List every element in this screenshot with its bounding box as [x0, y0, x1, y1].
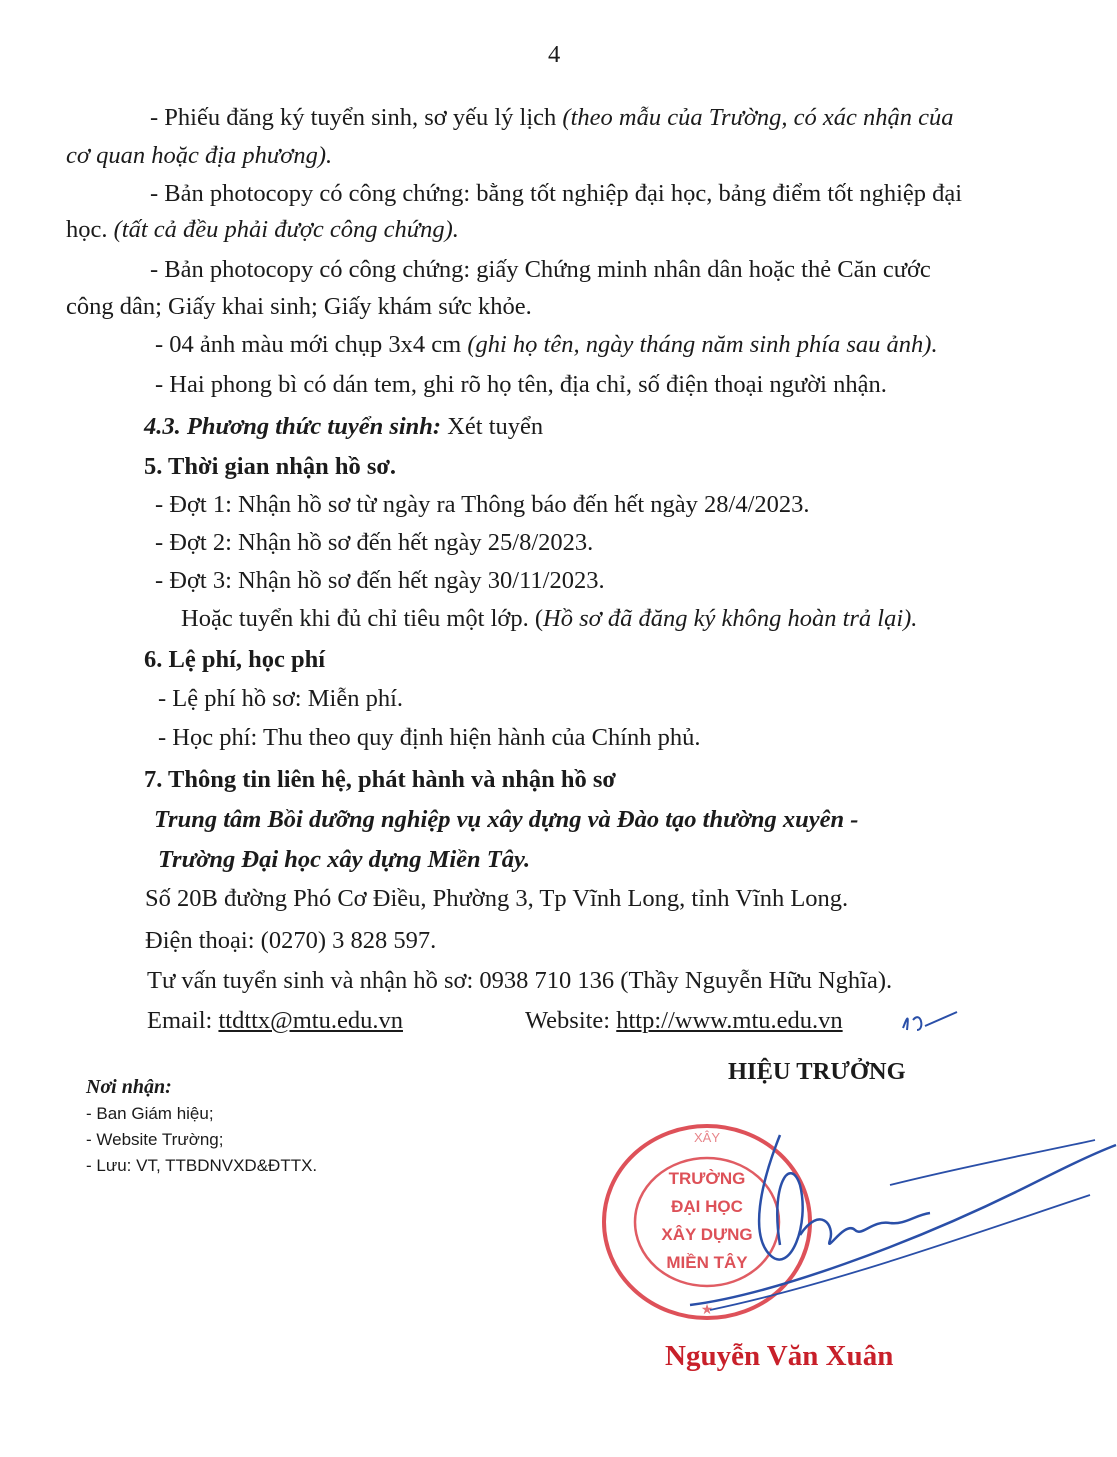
email-label: Email:: [147, 1007, 219, 1034]
initials-mark: [895, 1000, 965, 1040]
page-number: 4: [548, 41, 561, 68]
website-link[interactable]: http://www.mtu.edu.vn: [616, 1007, 843, 1034]
doc-item-1-italic: (theo mẫu của Trường, có xác nhận của: [562, 104, 954, 131]
doc-item-3: - Bản photocopy có công chứng: giấy Chứng minh nhân dân hoặc thẻ Căn cước: [150, 256, 931, 283]
email-line: [147, 1006, 403, 1036]
signer-name: Nguyễn Văn Xuân: [665, 1340, 894, 1372]
recipients-title: Nơi nhận:: [86, 1076, 172, 1098]
signature-title: HIỆU TRƯỞNG: [728, 1058, 906, 1085]
doc-item-4: [155, 330, 938, 360]
section-4-3-heading: 4.3. Phương thức tuyển sinh:: [144, 413, 442, 440]
recipient-item-2: - Website Trường;: [86, 1130, 224, 1149]
section-5-note: [181, 604, 917, 634]
doc-item-1-cont: cơ quan hoặc địa phương).: [66, 142, 333, 169]
email-link[interactable]: ttdttx@mtu.edu.vn: [218, 1007, 403, 1034]
section-5-item-3: - Đợt 3: Nhận hồ sơ đến hết ngày 30/11/2023.: [155, 567, 605, 594]
svg-text:MIỀN TÂY: MIỀN TÂY: [666, 1253, 748, 1272]
website-label: Website:: [525, 1007, 617, 1034]
doc-item-4-text: - 04 ảnh màu mới chụp 3x4 cm: [155, 331, 468, 358]
svg-text:★: ★: [700, 1301, 714, 1317]
section-7-heading: 7. Thông tin liên hệ, phát hành và nhận hồ sơ: [144, 766, 616, 793]
section-6-item-2: - Học phí: Thu theo quy định hiện hành của Chính phủ.: [158, 724, 701, 751]
org-line-1: Trung tâm Bồi dưỡng nghiệp vụ xây dựng và Đào tạo thường xuyên -: [154, 806, 859, 833]
section-5-note-text: Hoặc tuyển khi đủ chỉ tiêu một lớp. (: [181, 605, 544, 632]
section-5-item-1: - Đợt 1: Nhận hồ sơ từ ngày ra Thông báo đến hết ngày 28/4/2023.: [155, 491, 810, 518]
doc-item-1: [150, 103, 954, 133]
svg-text:ĐẠI HỌC: ĐẠI HỌC: [671, 1197, 743, 1216]
doc-item-2-cont-text: học.: [66, 216, 114, 243]
handwritten-signature: [650, 1125, 1117, 1330]
doc-item-3-cont: công dân; Giấy khai sinh; Giấy khám sức khỏe.: [66, 293, 532, 320]
doc-item-4-italic: (ghi họ tên, ngày tháng năm sinh phía sau ảnh).: [467, 331, 938, 358]
svg-text:TRƯỜNG: TRƯỜNG: [668, 1169, 746, 1188]
doc-item-2: - Bản photocopy có công chứng: bằng tốt nghiệp đại học, bảng điểm tốt nghiệp đại: [150, 180, 963, 207]
section-5-heading: 5. Thời gian nhận hồ sơ.: [144, 453, 397, 480]
org-line-2: Trường Đại học xây dựng Miền Tây.: [158, 846, 531, 873]
recipient-item-1: - Ban Giám hiệu;: [86, 1104, 214, 1123]
svg-text:XÂY: XÂY: [693, 1130, 721, 1145]
address: Số 20B đường Phó Cơ Điều, Phường 3, Tp Vĩnh Long, tỉnh Vĩnh Long.: [145, 885, 849, 912]
section-6-item-1: - Lệ phí hồ sơ: Miễn phí.: [158, 685, 403, 712]
section-4-3-value: Xét tuyển: [441, 413, 544, 440]
phone: Điện thoại: (0270) 3 828 597.: [145, 927, 437, 954]
doc-item-2-italic: (tất cả đều phải được công chứng).: [113, 216, 459, 243]
doc-item-5: - Hai phong bì có dán tem, ghi rõ họ tên, địa chỉ, số điện thoại người nhận.: [155, 371, 887, 398]
section-4-3: [144, 412, 543, 442]
recipient-item-3: - Lưu: VT, TTBDNVXD&ĐTTX.: [86, 1156, 318, 1175]
section-5-item-2: - Đợt 2: Nhận hồ sơ đến hết ngày 25/8/2023.: [155, 529, 594, 556]
website-line: [525, 1006, 843, 1036]
doc-item-2-cont: [66, 215, 459, 245]
doc-item-1-text: - Phiếu đăng ký tuyển sinh, sơ yếu lý lịch: [150, 104, 563, 131]
section-6-heading: 6. Lệ phí, học phí: [144, 646, 326, 673]
section-5-note-italic: Hồ sơ đã đăng ký không hoàn trả lại).: [543, 605, 918, 632]
consult-line: Tư vấn tuyển sinh và nhận hồ sơ: 0938 710 136 (Thầy Nguyễn Hữu Nghĩa).: [147, 967, 893, 994]
svg-text:XÂY DỰNG: XÂY DỰNG: [661, 1225, 753, 1244]
